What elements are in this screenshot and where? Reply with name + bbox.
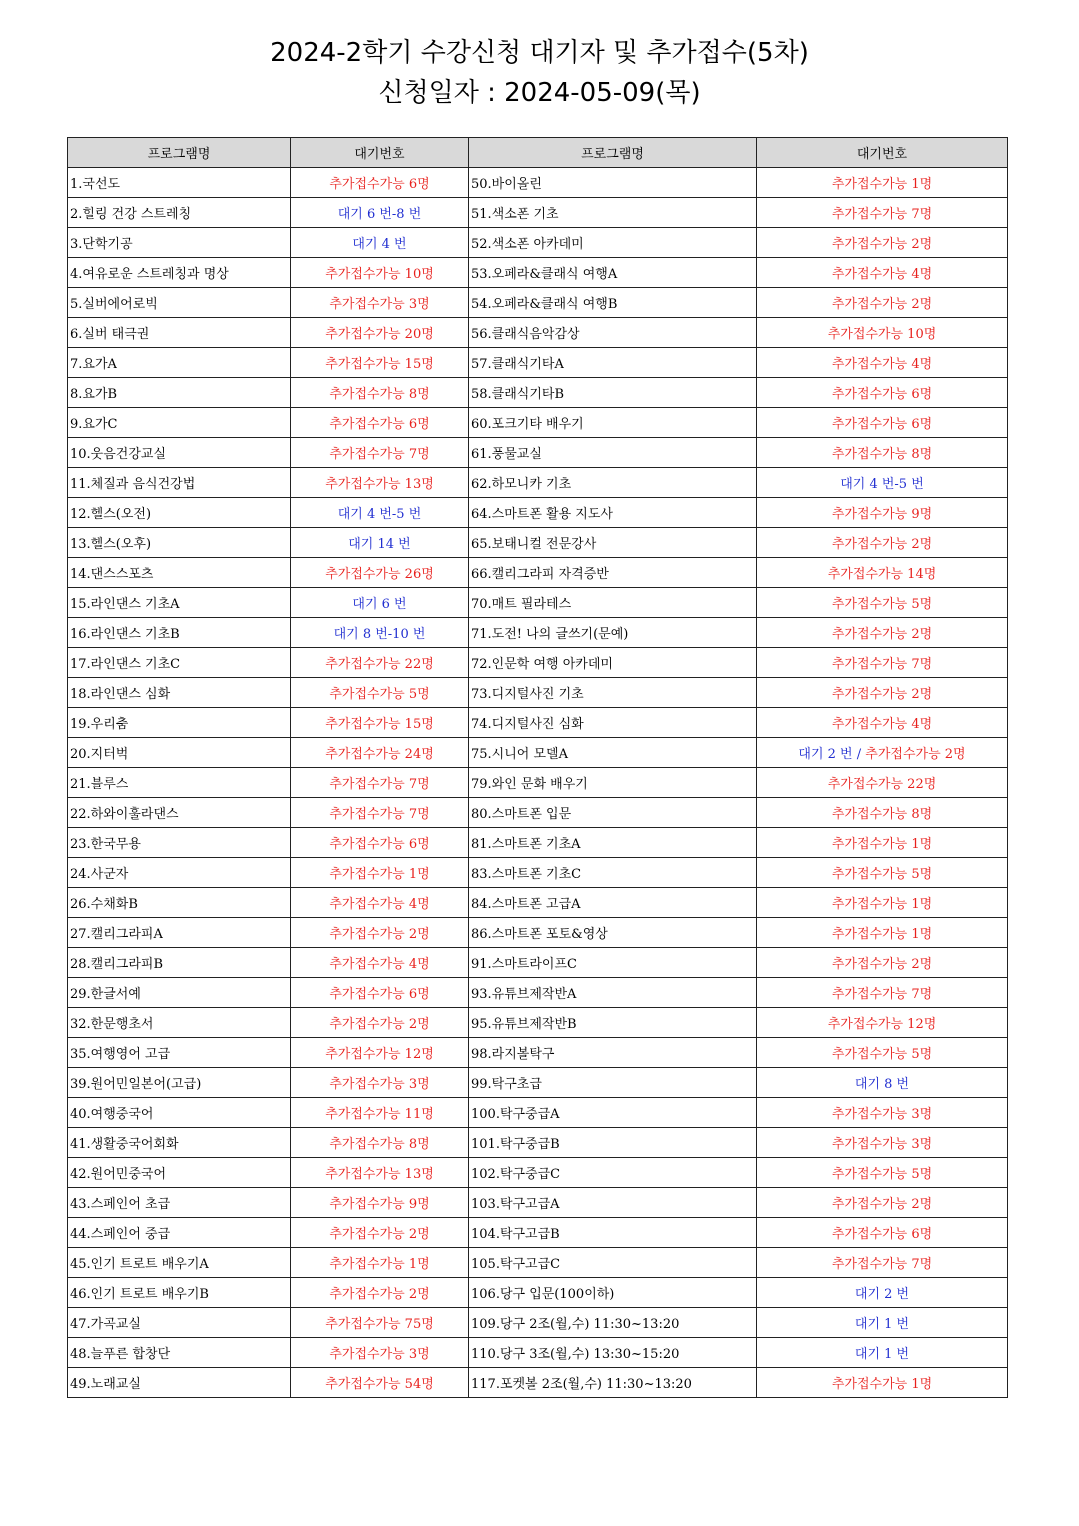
waitlist-status-cell: 추가접수가능 7명 (291, 438, 469, 468)
waitlist-status-cell: 추가접수가능 6명 (291, 828, 469, 858)
program-name-cell: 23.한국무용 (68, 828, 291, 858)
waitlist-status-cell: 추가접수가능 6명 (757, 1218, 1008, 1248)
waitlist-status-cell: 추가접수가능 1명 (291, 858, 469, 888)
program-name-cell: 83.스마트폰 기초C (469, 858, 757, 888)
program-name-cell: 49.노래교실 (68, 1368, 291, 1398)
waitlist-status-cell: 추가접수가능 2명 (757, 288, 1008, 318)
program-name-cell: 41.생활중국어회화 (68, 1128, 291, 1158)
waitlist-status-cell: 추가접수가능 24명 (291, 738, 469, 768)
program-name-cell: 64.스마트폰 활용 지도사 (469, 498, 757, 528)
table-row (68, 558, 1008, 588)
waitlist-status-cell: 추가접수가능 4명 (291, 948, 469, 978)
waitlist-status-cell: 추가접수가능 6명 (291, 408, 469, 438)
program-name-cell: 14.댄스스포츠 (68, 558, 291, 588)
waitlist-status-cell: 추가접수가능 1명 (757, 888, 1008, 918)
additional-slots: 추가접수가능 2명 (865, 747, 966, 762)
table-row (68, 1158, 1008, 1188)
program-name-cell: 26.수채화B (68, 888, 291, 918)
table-row (68, 708, 1008, 738)
waitlist-status-cell: 추가접수가능 5명 (757, 588, 1008, 618)
waitlist-status-cell: 추가접수가능 22명 (291, 648, 469, 678)
program-name-cell: 62.하모니카 기초 (469, 468, 757, 498)
table-row (68, 1098, 1008, 1128)
program-name-cell: 98.라지볼탁구 (469, 1038, 757, 1068)
program-name-cell: 18.라인댄스 심화 (68, 678, 291, 708)
program-name-cell: 32.한문행초서 (68, 1008, 291, 1038)
program-name-cell: 93.유튜브제작반A (469, 978, 757, 1008)
table-row (68, 1068, 1008, 1098)
program-name-cell: 42.원어민중국어 (68, 1158, 291, 1188)
program-name-cell: 51.색소폰 기초 (469, 198, 757, 228)
waitlist-status-cell: 추가접수가능 8명 (757, 798, 1008, 828)
program-name-cell: 20.지터벅 (68, 738, 291, 768)
table-row (68, 408, 1008, 438)
waitlist-status-cell: 추가접수가능 4명 (757, 708, 1008, 738)
waitlist-status-cell: 추가접수가능 6명 (757, 408, 1008, 438)
waitlist-status-cell: 추가접수가능 6명 (757, 378, 1008, 408)
waitlist-status-cell: 대기 1 번 (757, 1308, 1008, 1338)
waitlist-status-cell: 추가접수가능 3명 (291, 288, 469, 318)
program-name-cell: 65.보태니컬 전문강사 (469, 528, 757, 558)
status-separator: / (852, 747, 866, 762)
waitlist-status-cell: 추가접수가능 2명 (291, 1278, 469, 1308)
application-date: 신청일자 : 2024-05-09(목) (378, 78, 701, 108)
program-name-cell: 9.요가C (68, 408, 291, 438)
waitlist-status-cell: 추가접수가능 7명 (291, 768, 469, 798)
program-name-cell: 16.라인댄스 기초B (68, 618, 291, 648)
waitlist-status-cell: 추가접수가능 1명 (757, 1368, 1008, 1398)
program-name-cell: 22.하와이훌라댄스 (68, 798, 291, 828)
table-row (68, 918, 1008, 948)
program-name-cell: 72.인문학 여행 아카데미 (469, 648, 757, 678)
table-row (68, 1368, 1008, 1398)
waitlist-status-cell: 추가접수가능 9명 (757, 498, 1008, 528)
waitlist-status-cell: 추가접수가능 2명 (757, 618, 1008, 648)
program-name-cell: 61.풍물교실 (469, 438, 757, 468)
program-name-cell: 74.디지털사진 심화 (469, 708, 757, 738)
waitlist-status-cell: 추가접수가능 4명 (757, 348, 1008, 378)
waitlist-status-cell: 추가접수가능 1명 (757, 828, 1008, 858)
program-name-cell: 106.당구 입문(100이하) (469, 1278, 757, 1308)
table-row (68, 1038, 1008, 1068)
waitlist-status-cell: 대기 4 번-5 번 (757, 468, 1008, 498)
waitlist-status-cell: 추가접수가능 8명 (291, 378, 469, 408)
waitlist-status-cell: 대기 8 번-10 번 (291, 618, 469, 648)
waitlist-status-cell: 추가접수가능 14명 (757, 558, 1008, 588)
program-name-cell: 8.요가B (68, 378, 291, 408)
table-row (68, 1128, 1008, 1158)
waitlist-table (67, 137, 1008, 1398)
waitlist-status-cell: 추가접수가능 4명 (291, 888, 469, 918)
waitlist-status-cell: 추가접수가능 75명 (291, 1308, 469, 1338)
program-name-cell: 44.스페인어 중급 (68, 1218, 291, 1248)
program-name-cell: 58.클래식기타B (469, 378, 757, 408)
waitlist-status-cell (757, 738, 1008, 768)
table-row (68, 1308, 1008, 1338)
program-name-cell: 103.탁구고급A (469, 1188, 757, 1218)
program-name-cell: 12.헬스(오전) (68, 498, 291, 528)
program-name-cell: 57.클래식기타A (469, 348, 757, 378)
waitlist-status-cell: 추가접수가능 7명 (757, 1248, 1008, 1278)
waitlist-status-cell: 추가접수가능 8명 (291, 1128, 469, 1158)
table-row (68, 768, 1008, 798)
waitlist-status-cell: 추가접수가능 2명 (757, 948, 1008, 978)
waitlist-status-cell: 추가접수가능 5명 (757, 858, 1008, 888)
column-header-waitlist: 대기번호 (291, 138, 469, 168)
waitlist-status-cell: 대기 4 번-5 번 (291, 498, 469, 528)
table-row (68, 528, 1008, 558)
waitlist-status-cell: 추가접수가능 7명 (291, 798, 469, 828)
program-name-cell: 11.체질과 음식건강법 (68, 468, 291, 498)
table-row (68, 948, 1008, 978)
waitlist-status-cell: 추가접수가능 5명 (757, 1158, 1008, 1188)
waitlist-status-cell: 추가접수가능 2명 (757, 1188, 1008, 1218)
waitlist-status-cell: 추가접수가능 22명 (757, 768, 1008, 798)
table-row (68, 348, 1008, 378)
program-name-cell: 3.단학기공 (68, 228, 291, 258)
waitlist-status-cell: 추가접수가능 12명 (291, 1038, 469, 1068)
program-name-cell: 43.스페인어 초급 (68, 1188, 291, 1218)
table-row (68, 228, 1008, 258)
table-row (68, 1218, 1008, 1248)
waitlist-status-cell: 추가접수가능 11명 (291, 1098, 469, 1128)
program-name-cell: 6.실버 태극권 (68, 318, 291, 348)
program-name-cell: 1.국선도 (68, 168, 291, 198)
program-name-cell: 99.탁구초급 (469, 1068, 757, 1098)
waitlist-status-cell: 추가접수가능 3명 (757, 1128, 1008, 1158)
waitlist-status-cell: 추가접수가능 3명 (291, 1338, 469, 1368)
waitlist-status-cell: 대기 6 번-8 번 (291, 198, 469, 228)
waitlist-status-cell: 추가접수가능 20명 (291, 318, 469, 348)
program-name-cell: 75.시니어 모델A (469, 738, 757, 768)
program-name-cell: 52.색소폰 아카데미 (469, 228, 757, 258)
table-row (68, 168, 1008, 198)
table-row (68, 648, 1008, 678)
program-name-cell: 13.헬스(오후) (68, 528, 291, 558)
program-name-cell: 117.포켓볼 2조(월,수) 11:30~13:20 (469, 1368, 757, 1398)
table-row (68, 1278, 1008, 1308)
program-name-cell: 71.도전! 나의 글쓰기(문예) (469, 618, 757, 648)
table-row (68, 1008, 1008, 1038)
page-title: 2024-2학기 수강신청 대기자 및 추가접수(5차) (270, 38, 809, 68)
waitlist-status-cell: 추가접수가능 2명 (757, 528, 1008, 558)
waitlist-status-cell: 추가접수가능 10명 (757, 318, 1008, 348)
waitlist-status-cell: 추가접수가능 2명 (757, 228, 1008, 258)
program-name-cell: 21.블루스 (68, 768, 291, 798)
program-name-cell: 5.실버에어로빅 (68, 288, 291, 318)
waitlist-status-cell: 추가접수가능 2명 (291, 1218, 469, 1248)
waitlist-status-cell: 추가접수가능 6명 (291, 168, 469, 198)
program-name-cell: 105.탁구고급C (469, 1248, 757, 1278)
table-row (68, 1248, 1008, 1278)
waitlist-status-cell: 추가접수가능 7명 (757, 648, 1008, 678)
table-row (68, 798, 1008, 828)
waitlist-status-cell: 추가접수가능 15명 (291, 348, 469, 378)
table-row (68, 318, 1008, 348)
program-name-cell: 27.캘리그라피A (68, 918, 291, 948)
waitlist-status-cell: 추가접수가능 13명 (291, 468, 469, 498)
program-name-cell: 102.탁구중급C (469, 1158, 757, 1188)
waitlist-status-cell: 추가접수가능 6명 (291, 978, 469, 1008)
table-row (68, 1188, 1008, 1218)
program-name-cell: 53.오페라&클래식 여행A (469, 258, 757, 288)
waitlist-status-cell: 추가접수가능 12명 (757, 1008, 1008, 1038)
program-name-cell: 4.여유로운 스트레칭과 명상 (68, 258, 291, 288)
program-name-cell: 56.클래식음악감상 (469, 318, 757, 348)
column-header-waitlist: 대기번호 (757, 138, 1008, 168)
waitlist-status-cell: 추가접수가능 3명 (757, 1098, 1008, 1128)
program-name-cell: 100.탁구중급A (469, 1098, 757, 1128)
program-name-cell: 110.당구 3조(월,수) 13:30~15:20 (469, 1338, 757, 1368)
waitlist-status-cell: 추가접수가능 54명 (291, 1368, 469, 1398)
table-row (68, 288, 1008, 318)
waitlist-status-cell: 추가접수가능 5명 (291, 678, 469, 708)
table-row (68, 978, 1008, 1008)
waitlist-status-cell: 대기 2 번 (757, 1278, 1008, 1308)
table-row (68, 378, 1008, 408)
table-row (68, 498, 1008, 528)
table-header-row (68, 138, 1008, 168)
program-name-cell: 101.탁구중급B (469, 1128, 757, 1158)
waitlist-status-cell: 대기 1 번 (757, 1338, 1008, 1368)
program-name-cell: 109.당구 2조(월,수) 11:30~13:20 (469, 1308, 757, 1338)
program-name-cell: 79.와인 문화 배우기 (469, 768, 757, 798)
table-row (68, 828, 1008, 858)
waitlist-status-cell: 추가접수가능 10명 (291, 258, 469, 288)
program-name-cell: 24.사군자 (68, 858, 291, 888)
program-name-cell: 95.유튜브제작반B (469, 1008, 757, 1038)
program-name-cell: 73.디지털사진 기초 (469, 678, 757, 708)
waitlist-status-cell: 추가접수가능 15명 (291, 708, 469, 738)
program-name-cell: 47.가곡교실 (68, 1308, 291, 1338)
waitlist-status-cell: 대기 14 번 (291, 528, 469, 558)
program-name-cell: 2.힐링 건강 스트레칭 (68, 198, 291, 228)
waitlist-status-cell: 대기 6 번 (291, 588, 469, 618)
program-name-cell: 84.스마트폰 고급A (469, 888, 757, 918)
program-name-cell: 50.바이올린 (469, 168, 757, 198)
table-row (68, 858, 1008, 888)
waitlist-status-cell: 추가접수가능 7명 (757, 198, 1008, 228)
program-name-cell: 54.오페라&클래식 여행B (469, 288, 757, 318)
waitlist-status-cell: 추가접수가능 7명 (757, 978, 1008, 1008)
column-header-program: 프로그램명 (68, 138, 291, 168)
program-name-cell: 46.인기 트로트 배우기B (68, 1278, 291, 1308)
table-row (68, 618, 1008, 648)
table-row (68, 1338, 1008, 1368)
table-row (68, 678, 1008, 708)
waitlist-status-cell: 추가접수가능 1명 (291, 1248, 469, 1278)
table-row (68, 438, 1008, 468)
program-name-cell: 91.스마트라이프C (469, 948, 757, 978)
program-name-cell: 48.늘푸른 합창단 (68, 1338, 291, 1368)
waitlist-status-cell: 대기 4 번 (291, 228, 469, 258)
table-row (68, 258, 1008, 288)
table-row (68, 468, 1008, 498)
table-row (68, 888, 1008, 918)
program-name-cell: 60.포크기타 배우기 (469, 408, 757, 438)
program-name-cell: 66.캘리그라피 자격증반 (469, 558, 757, 588)
waitlist-status-cell: 추가접수가능 13명 (291, 1158, 469, 1188)
waitlist-status-cell: 추가접수가능 9명 (291, 1188, 469, 1218)
program-name-cell: 81.스마트폰 기초A (469, 828, 757, 858)
program-name-cell: 7.요가A (68, 348, 291, 378)
waitlist-status-cell: 추가접수가능 2명 (757, 678, 1008, 708)
column-header-program: 프로그램명 (469, 138, 757, 168)
table-row (68, 198, 1008, 228)
program-name-cell: 28.캘리그라피B (68, 948, 291, 978)
program-name-cell: 15.라인댄스 기초A (68, 588, 291, 618)
program-name-cell: 86.스마트폰 포토&영상 (469, 918, 757, 948)
program-name-cell: 17.라인댄스 기초C (68, 648, 291, 678)
waitlist-status-cell: 추가접수가능 4명 (757, 258, 1008, 288)
waitlist-status-cell: 대기 8 번 (757, 1068, 1008, 1098)
program-name-cell: 29.한글서예 (68, 978, 291, 1008)
program-name-cell: 104.탁구고급B (469, 1218, 757, 1248)
program-name-cell: 19.우리춤 (68, 708, 291, 738)
table-row (68, 738, 1008, 768)
waitlist-status-cell: 추가접수가능 1명 (757, 168, 1008, 198)
waitlist-status-cell: 추가접수가능 1명 (757, 918, 1008, 948)
program-name-cell: 45.인기 트로트 배우기A (68, 1248, 291, 1278)
program-name-cell: 40.여행중국어 (68, 1098, 291, 1128)
program-name-cell: 70.매트 필라테스 (469, 588, 757, 618)
program-name-cell: 35.여행영어 고급 (68, 1038, 291, 1068)
waitlist-status-cell: 추가접수가능 3명 (291, 1068, 469, 1098)
waitlist-status-cell: 추가접수가능 2명 (291, 918, 469, 948)
waitlist-number: 대기 2 번 (798, 747, 853, 762)
program-name-cell: 39.원어민일본어(고급) (68, 1068, 291, 1098)
waitlist-status-cell: 추가접수가능 5명 (757, 1038, 1008, 1068)
program-name-cell: 80.스마트폰 입문 (469, 798, 757, 828)
waitlist-status-cell: 추가접수가능 2명 (291, 1008, 469, 1038)
waitlist-status-cell: 추가접수가능 8명 (757, 438, 1008, 468)
table-row (68, 588, 1008, 618)
program-name-cell: 10.웃음건강교실 (68, 438, 291, 468)
waitlist-status-cell: 추가접수가능 26명 (291, 558, 469, 588)
